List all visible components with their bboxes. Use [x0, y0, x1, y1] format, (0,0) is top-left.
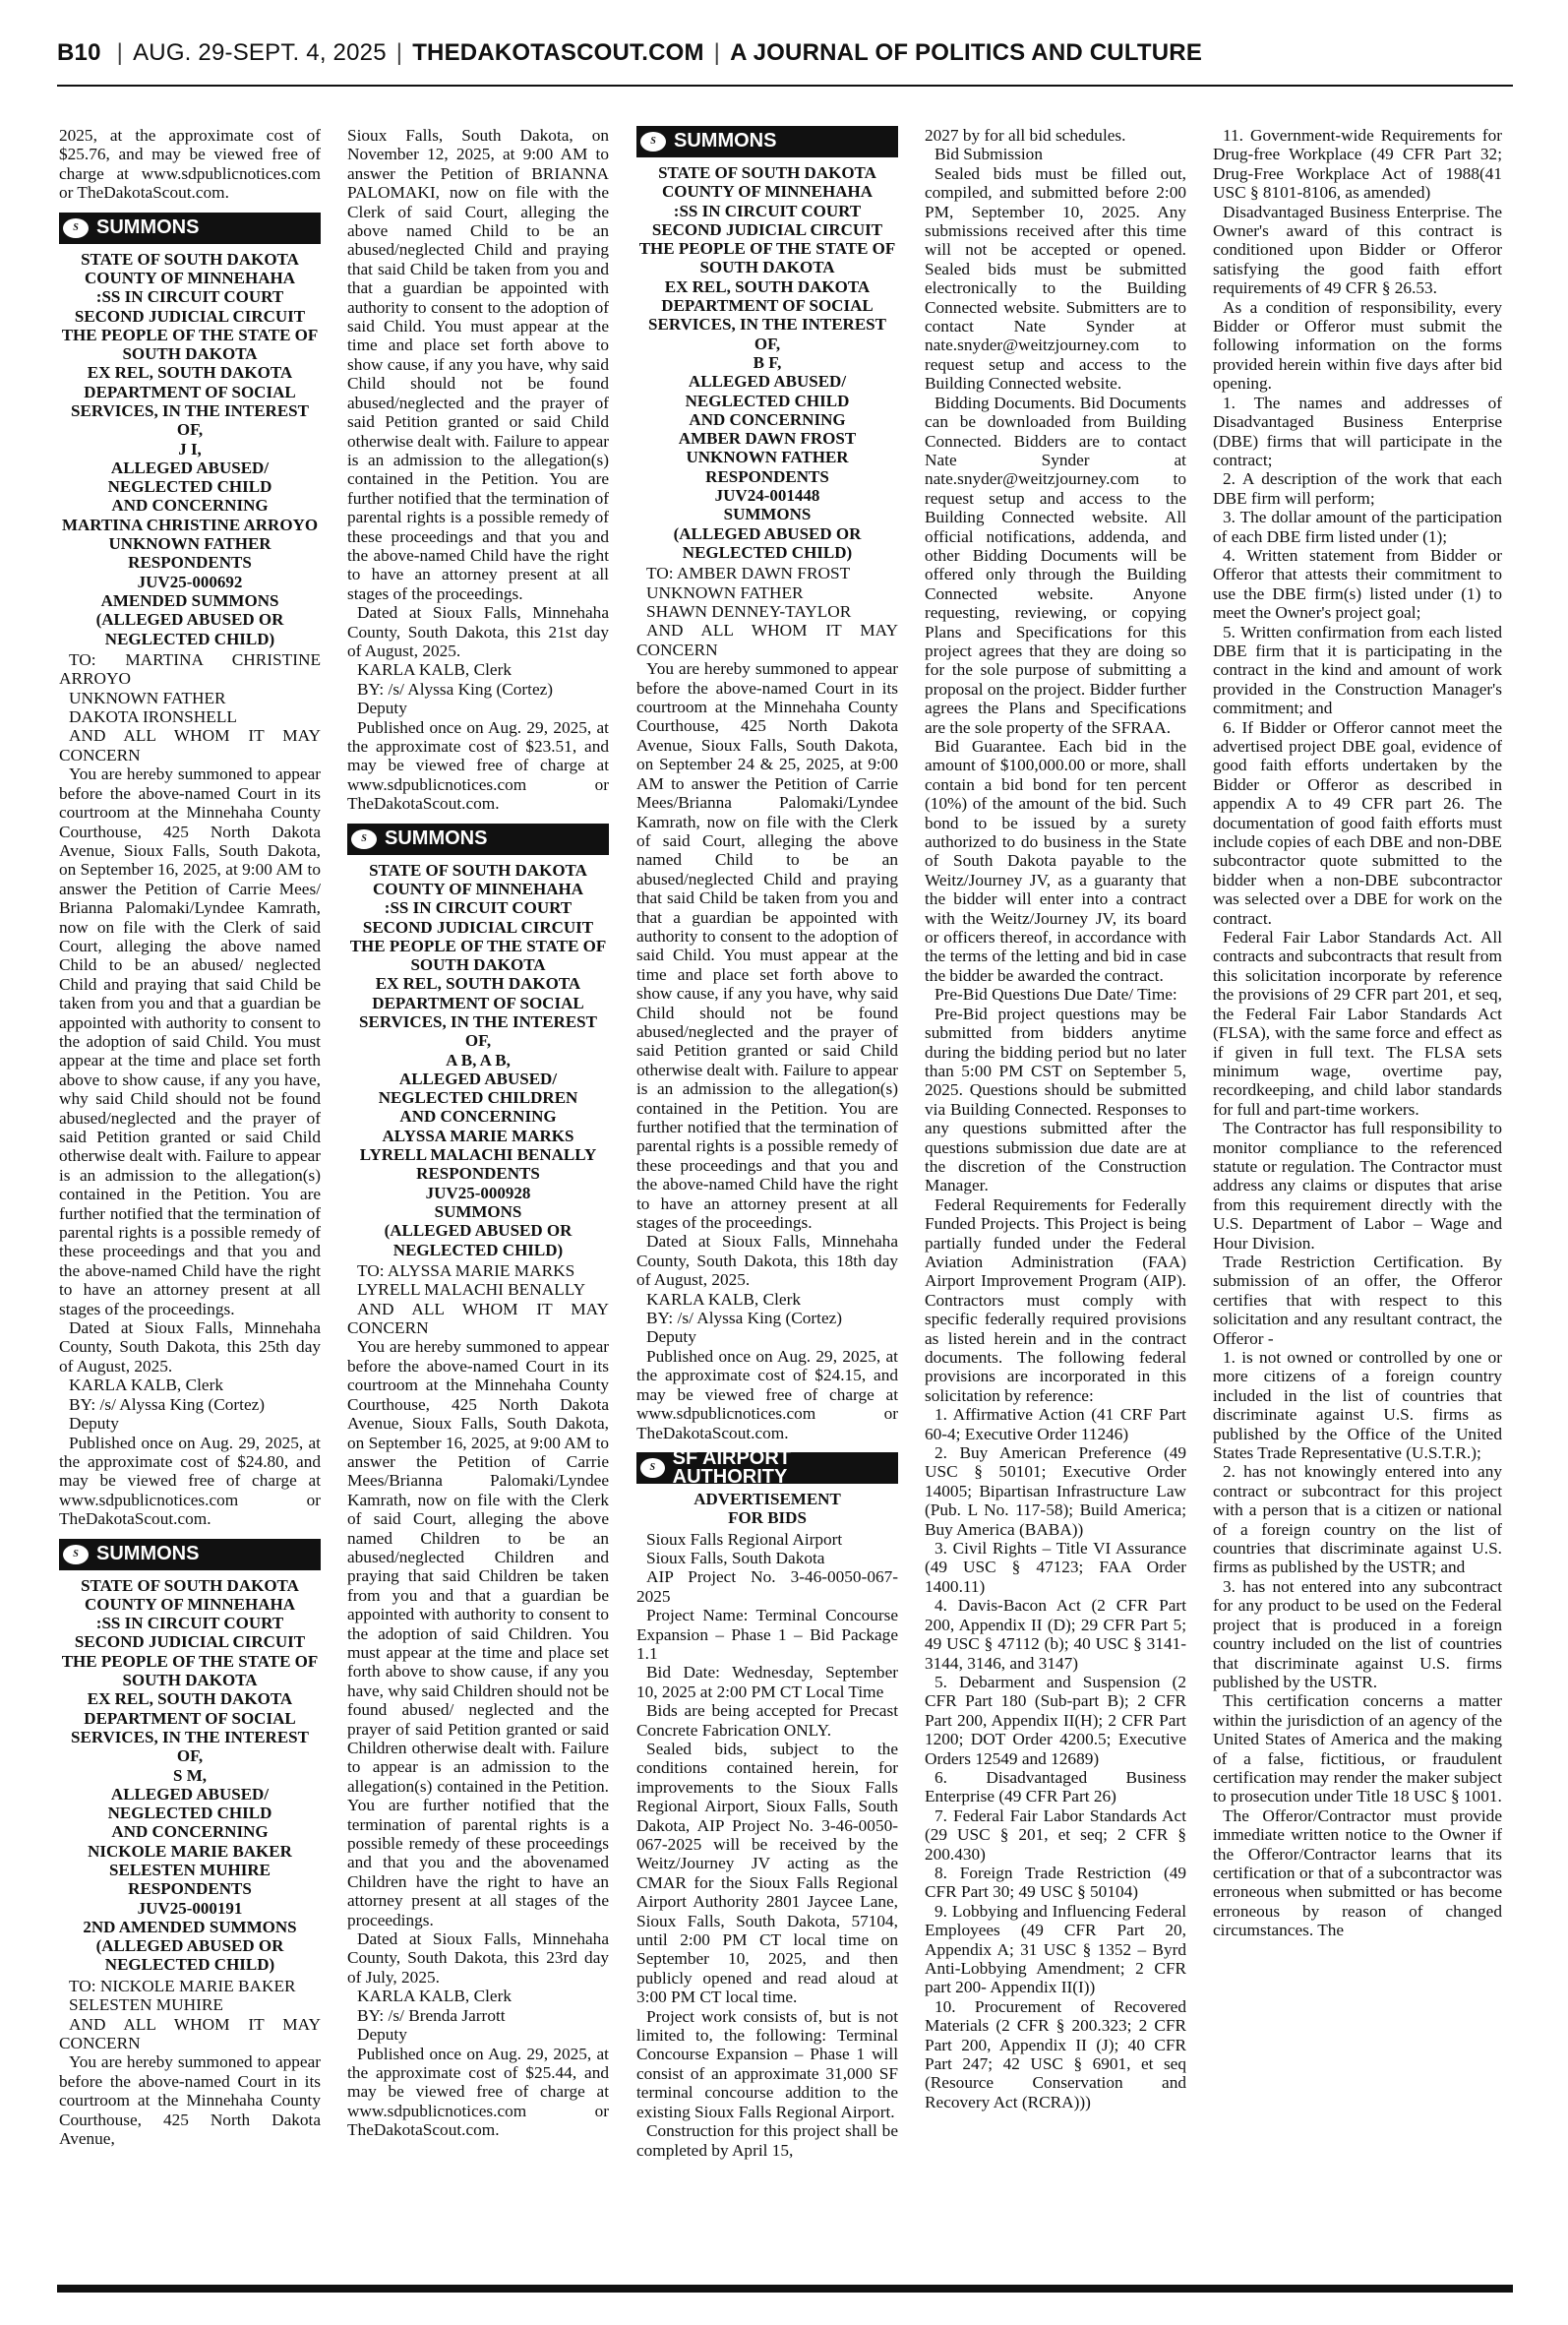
ad-paragraph: Bidding Documents. Bid Documents can be downloaded from Building Connected. Bidders are to contact Nate Synder at nate.snyder@weitzjourney.com to request setup and access to the Building Connected website. All official notifications, addenda, and other Bidding Documents will be offered only through the Building Connected website. Anyone requesting, reviewing, or copying Plans and Specifications for this project agrees that they are doing so for the sole purpose of submitting a proposal on the project. Bidder further agrees the Plans and Specifications are the sole property of the SFRAA. [925, 393, 1186, 737]
ad-line: Sioux Falls, South Dakota [646, 1548, 825, 1567]
column-1 [59, 126, 321, 2283]
provision-item: 2. Buy American Preference (49 USC § 50101; Executive Order 14005; Bipartisan Infrastructure Law (Pub. L No. 117-58); Build America; Buy America (BABA)) [925, 1443, 1186, 1539]
masthead-rule [57, 85, 1513, 87]
section-badge-summons: S SUMMONS [347, 824, 609, 855]
column-3 [636, 126, 898, 2283]
ad-heading: ADVERTISEMENT FOR BIDS [694, 1489, 841, 1528]
notice-signature: BY: /s/ Brenda Jarrott [357, 2005, 506, 2025]
notice-clerk: KARLA KALB, Clerk [69, 1376, 223, 1395]
notice-heading: STATE OF SOUTH DAKOTA COUNTY OF MINNEHAHA :SS IN CIRCUIT COURT SECOND JUDICIAL CIRCUIT THE PEOPLE OF THE STATE OF SOUTH DAKOTA EX REL, SOUTH DAKOTA DEPARTMENT OF SOCIAL SERVICES, IN THE INTEREST OF, B F, ALLEGED ABUSED/ NEGLECTED CHILD AND CONCERNING AMBER DAWN FROST UNKNOWN FATHER RESPONDENTS JUV24-001448 SUMMONS (ALLEGED ABUSED OR NEGLECTED CHILD) [638, 163, 896, 562]
notice-body: You are hereby summoned to appear before the above-named Court in its courtroom at the Minnehaha County Courthouse, 425 North Dakota Avenue, Sioux Falls, South Dakota, on September 24 & 25, 2025, at 9:00 AM to answer the Petition of Carrie Mees/Brianna Palomaki/Lyndee Kamrath, now on file with the Clerk of said Court, alleging the above named Child to be an abused/neglected Child and praying that said Child be taken from you and that a guardian be appointed with authority to consent to the adoption of said Child. You must appear at the time and place set forth above to show cause, if any you have, why said Child should not be found abused/neglected and the prayer of said Petition granted or said Child otherwise dealt with. Failure to appear is an admission to the allegation(s) contained in the Petition. You are further notified that the termination of parental rights is a possible remedy of these proceedings and that you and the above-named Child have the right to have an attorney present at all stages of the proceedings. [636, 659, 898, 1233]
notice-published: Published once on Aug. 29, 2025, at the approximate cost of $24.80, and may be viewed free of charge at www.sdpublicnotices.com or TheDakotaScout.com. [59, 1433, 321, 1529]
notice-published: Published once on Aug. 29, 2025, at the approximate cost of $25.44, and may be viewed free of charge at www.sdpublicnotices.com or TheDakotaScout.com. [347, 2044, 609, 2140]
ad-paragraph: As a condition of responsibility, every Bidder or Offeror must submit the following information on the forms provided herein within five days after bid opening. [1213, 297, 1502, 394]
section-badge-summons: S SUMMONS [636, 126, 898, 157]
ad-line: AIP Project No. 3-46-0050-067-2025 [636, 1567, 898, 1606]
notice-deputy: Deputy [646, 1327, 696, 1347]
provision-item: 10. Procurement of Recovered Materials (2 CFR § 200.323; 2 CFR Part 200, Appendix II (J); 40 CFR Part 247; 42 USC § 6901, et seq (Resource Conservation and Recovery Act (RCRA))) [925, 1996, 1186, 2111]
notice-name: UNKNOWN FATHER [646, 582, 804, 602]
dbe-item: 1. The names and addresses of Disadvantaged Business Enterprise (DBE) firms that will participate in the contract; [1213, 393, 1502, 469]
provision-item: 9. Lobbying and Influencing Federal Employees (49 CFR Part 20, Appendix A; 31 USC § 1352 – Byrd Anti-Lobbying Amendment; 2 CFR part 200- Appendix II(I)) [925, 1901, 1186, 1997]
ad-paragraph: Sealed bids, subject to the conditions contained herein, for improvements to the Sioux Falls Regional Airport, Sioux Falls, South Dakota, AIP Project No. 3-46-0050-067-2025 will be received by the Weitz/Journey JV acting as the CMAR for the Sioux Falls Regional Airport Authority 2801 Jaycee Lane, Sioux Falls, South Dakota, 57104, until 2:00 PM CT local time on September 10, 2025, and then publicly opened and read aloud at 3:00 PM CT local time. [636, 1739, 898, 2007]
notice-published: Published once on Aug. 29, 2025, at the approximate cost of $24.15, and may be viewed free of charge at www.sdpublicnotices.com or TheDakotaScout.com. [636, 1346, 898, 1442]
ad-paragraph: Sealed bids must be filled out, compiled, and submitted before 2:00 PM, September 10, 2025. Any submissions received after this time will not be accepted or opened. Sealed bids must be submitted electronically to the Building Connected website. Submitters are to contact Nate Synder at nate.snyder@weitzjourney.com to request setup and access to the Building Connected website. [925, 163, 1186, 394]
trade-item: 1. is not owned or controlled by one or more citizens of a foreign country included in the list of countries that discriminate against U.S. firms as published by the Office of the United States Trade Representative (U.S.T.R.); [1213, 1348, 1502, 1463]
column-5 [1213, 126, 1502, 2283]
section-badge-summons: S SUMMONS [59, 1539, 321, 1570]
notice-name: UNKNOWN FATHER [69, 688, 226, 707]
ad-paragraph: Bid Guarantee. Each bid in the amount of $100,000.00 or more, shall contain a bid bond for ten percent (10%) of the amount of the bid. Such bond to be issued by a surety authorized to do business in the State of South Dakota payable to the Weitz/Journey JV, as a guaranty that the bidder will enter into a contract with the Weitz/Journey JV, its board or officers thereof, in accordance with the terms of the letting and bid in case the bidder be awarded the contract. [925, 737, 1186, 985]
scout-logo-icon: S [640, 1458, 665, 1478]
ad-paragraph: Pre-Bid project questions may be submitted from bidders anytime during the bidding period but no later than 5:00 PM CST on September 5, 2025. Questions should be submitted via Building Connected. Responses to any questions submitted after the questions submission due date are at the discretion of the Construction Manager. [925, 1004, 1186, 1195]
notice-name: SHAWN DENNEY-TAYLOR [646, 602, 852, 622]
section-badge-airport-authority: S SF AIRPORT AUTHORITY [636, 1452, 898, 1484]
ad-paragraph: Pre-Bid Questions Due Date/ Time: [935, 985, 1177, 1005]
notice-to: TO: ALYSSA MARIE MARKS [357, 1260, 575, 1280]
ad-paragraph: Federal Requirements for Federally Funded Projects. This Project is being partially funded under the Federal Aviation Administration (FAA) Airport Improvement Program (AIP). Contractors must comply with specific federally required provisions as listed herein and in the contract documents. The following federal provisions are incorporated in this solicitation by reference: [925, 1194, 1186, 1405]
trade-item: 2. has not knowingly entered into any contract or subcontract for this project with a person that is a citizen or national of a foreign country on the list of countries that discriminate against U.S. firms as published by the USTR; and [1213, 1462, 1502, 1577]
notice-dated: Dated at Sioux Falls, Minnehaha County, South Dakota, this 21st day of August, 2025. [347, 603, 609, 660]
notice-signature: BY: /s/ Alyssa King (Cortez) [357, 679, 554, 699]
footer-rule [57, 2285, 1513, 2293]
notice-continuation: 2025, at the approximate cost of $25.76, and may be viewed free of charge at www.sdpublicnotices.com or TheDakotaScout.com. [59, 126, 321, 203]
ad-paragraph: Federal Fair Labor Standards Act. All contracts and subcontracts that result from this solicitation incorporate by reference the provisions of 29 CFR part 201, et seq, the Federal Fair Labor Standards Act (FLSA), with the same force and effect as if given in full text. The FLSA sets minimum wage, overtime pay, recordkeeping, and child labor standards for full and part-time workers. [1213, 928, 1502, 1119]
column-2 [347, 126, 609, 2283]
provision-item: 6. Disadvantaged Business Enterprise (49 CFR Part 26) [925, 1767, 1186, 1806]
page-number: B10 [57, 39, 101, 66]
trade-item: 3. has not entered into any subcontract for any product to be used on the Federal project that is produced in a foreign country included on the list of countries that discriminate against U.S. firms published by the USTR. [1213, 1576, 1502, 1691]
ad-continuation: 2027 by for all bid schedules. [925, 126, 1126, 145]
ad-line: Sioux Falls Regional Airport [646, 1529, 843, 1549]
notice-signature: BY: /s/ Alyssa King (Cortez) [69, 1394, 266, 1414]
ad-paragraph: Trade Restriction Certification. By submission of an offer, the Offeror certifies that with respect to this solicitation and any resultant contract, the Offeror - [1213, 1252, 1502, 1348]
notice-body: You are hereby summoned to appear before the above-named Court in its courtroom at the Minnehaha County Courthouse, 425 North Dakota Avenue, Sioux Falls, South Dakota, on September 16, 2025, at 9:00 AM to answer the Petition of Carrie Mees/Brianna Palomaki/Lyndee Kamrath, now on file with the Clerk of said Court, alleging the above named Children to be an abused/neglected Children and praying that said Children be taken from you and that a guardian be appointed with authority to consent to the adoption of said Children. You must appear at the time and place set forth above to show cause, if any you have, why said Children should not be found abused/ neglected and the prayer of said Petition granted or said Children otherwise dealt with. Failure to appear is an admission to the allegation(s) contained in the Petition. You are further notified that the termination of parental rights is a possible remedy of these proceedings and that you and the abovenamed Children have the right to have an attorney present at all stages of the proceedings. [347, 1337, 609, 1929]
ad-paragraph: The Offeror/Contractor must provide immediate written notice to the Owner if the Offeror/Contractor learns that its certification or that of a subcontractor was erroneous when submitted or has become erroneous by reason of changed circumstances. The [1213, 1805, 1502, 1940]
dbe-item: 2. A description of the work that each DBE firm will perform; [1213, 469, 1502, 508]
ad-subheading: Bid Submission [935, 145, 1043, 164]
notice-heading: STATE OF SOUTH DAKOTA COUNTY OF MINNEHAHA :SS IN CIRCUIT COURT SECOND JUDICIAL CIRCUIT THE PEOPLE OF THE STATE OF SOUTH DAKOTA EX REL, SOUTH DAKOTA DEPARTMENT OF SOCIAL SERVICES, IN THE INTEREST OF, A B, A B, ALLEGED ABUSED/ NEGLECTED CHILDREN AND CONCERNING ALYSSA MARIE MARKS LYRELL MALACHI BENALLY RESPONDENTS JUV25-000928 SUMMONS (ALLEGED ABUSED OR NEGLECTED CHILD) [349, 860, 607, 1259]
notice-name: AND ALL WHOM IT MAY CONCERN [59, 726, 321, 765]
section-badge-summons: S SUMMONS [59, 213, 321, 244]
notice-to: TO: AMBER DAWN FROST [646, 564, 851, 583]
ad-paragraph: Construction for this project shall be completed by April 15, [636, 2121, 898, 2160]
notice-dated: Dated at Sioux Falls, Minnehaha County, South Dakota, this 25th day of August, 2025. [59, 1318, 321, 1376]
notice-deputy: Deputy [357, 2025, 407, 2045]
ad-paragraph: Bid Date: Wednesday, September 10, 2025 at 2:00 PM CT Local Time [636, 1663, 898, 1701]
notice-heading: STATE OF SOUTH DAKOTA COUNTY OF MINNEHAHA :SS IN CIRCUIT COURT SECOND JUDICIAL CIRCUIT THE PEOPLE OF THE STATE OF SOUTH DAKOTA EX REL, SOUTH DAKOTA DEPARTMENT OF SOCIAL SERVICES, IN THE INTEREST OF, S M, ALLEGED ABUSED/ NEGLECTED CHILD AND CONCERNING NICKOLE MARIE BAKER SELESTEN MUHIRE RESPONDENTS JUV25-000191 2ND AMENDED SUMMONS (ALLEGED ABUSED OR NEGLECTED CHILD) [61, 1575, 319, 1975]
scout-logo-icon: S [351, 829, 377, 849]
notice-name: LYRELL MALACHI BENALLY [357, 1280, 586, 1300]
dbe-item: 6. If Bidder or Offeror cannot meet the advertised project DBE goal, evidence of good faith efforts undertaken by the Bidder or Offeror as described in appendix A to 49 CFR part 26. The documentation of good faith efforts must include copies of each DBE and non-DBE subcontractor quote submitted to the bidder when a non-DBE subcontractor was selected over a DBE for work on the contract. [1213, 717, 1502, 928]
notice-published: Published once on Aug. 29, 2025, at the approximate cost of $23.51, and may be viewed free of charge at www.sdpublicnotices.com or TheDakotaScout.com. [347, 717, 609, 814]
issue-date: AUG. 29-SEPT. 4, 2025 [133, 39, 387, 66]
notice-name: DAKOTA IRONSHELL [69, 707, 237, 727]
scout-logo-icon: S [63, 1545, 89, 1564]
notice-name: AND ALL WHOM IT MAY CONCERN [636, 621, 898, 659]
site-name: THEDAKOTASCOUT.COM [412, 39, 704, 66]
notice-body: You are hereby summoned to appear before the above-named Court in its courtroom at the Minnehaha County Courthouse, 425 North Dakota Avenue, [59, 2052, 321, 2149]
notice-name: AND ALL WHOM IT MAY CONCERN [347, 1299, 609, 1338]
dbe-item: 4. Written statement from Bidder or Offeror that attests their commitment to use the DBE firm(s) listed under (1) to meet the Owner's project goal; [1213, 545, 1502, 623]
provision-item: 1. Affirmative Action (41 CRF Part 60-4; Executive Order 11246) [925, 1405, 1186, 1443]
notice-heading: STATE OF SOUTH DAKOTA COUNTY OF MINNEHAHA :SS IN CIRCUIT COURT SECOND JUDICIAL CIRCUIT THE PEOPLE OF THE STATE OF SOUTH DAKOTA EX REL, SOUTH DAKOTA DEPARTMENT OF SOCIAL SERVICES, IN THE INTEREST OF, J I, ALLEGED ABUSED/ NEGLECTED CHILD AND CONCERNING MARTINA CHRISTINE ARROYO UNKNOWN FATHER RESPONDENTS JUV25-000692 AMENDED SUMMONS (ALLEGED ABUSED OR NEGLECTED CHILD) [61, 249, 319, 648]
masthead: B10 | AUG. 29-SEPT. 4, 2025 | THEDAKOTASCOUT.COM | A JOURNAL OF POLITICS AND CULTURE [57, 39, 1513, 92]
dbe-item: 5. Written confirmation from each listed DBE firm that it is participating in the contract in the kind and amount of work provided in the Construction Manager's commitment; and [1213, 622, 1502, 718]
notice-deputy: Deputy [69, 1414, 119, 1434]
notice-to: TO: MARTINA CHRISTINE ARROYO [59, 649, 321, 689]
notice-dated: Dated at Sioux Falls, Minnehaha County, South Dakota, this 18th day of August, 2025. [636, 1232, 898, 1290]
notice-deputy: Deputy [357, 699, 407, 718]
tagline: A JOURNAL OF POLITICS AND CULTURE [730, 39, 1203, 66]
provision-item: 3. Civil Rights – Title VI Assurance (49 USC § 47123; FAA Order 1400.11) [925, 1539, 1186, 1596]
notice-body: You are hereby summoned to appear before the above-named Court in its courtroom at the Minnehaha County Courthouse, 425 North Dakota Avenue, Sioux Falls, South Dakota, on September 16, 2025, at 9:00 AM to answer the Petition of Carrie Mees/ Brianna Palomaki/Lyndee Kamrath, now on file with the Clerk of said Court, alleging the above named Child to be an abused/ neglected Child and praying that said Child be taken from you and that a guardian be appointed with authority to consent to the adoption of said Child. You must appear at the time and place set forth above to show cause, if any you have, why said Child should not be found abused/neglected and the prayer of said Petition granted or said Child otherwise dealt with. Failure to appear is an admission to the allegation(s) contained in the Petition. You are further notified that the termination of parental rights is a possible remedy of these proceedings and that you and the above-named Child have the right to have an attorney present at all stages of the proceedings. [59, 765, 321, 1318]
provision-item: 5. Debarment and Suspension (2 CFR Part 180 (Sub-part B); 2 CFR Part 200, Appendix II(H); 2 CFR Part 1200; DOT Order 4200.5; Executive Orders 12549 and 12689) [925, 1672, 1186, 1768]
notice-name: SELESTEN MUHIRE [69, 1995, 223, 2015]
ad-paragraph: Project work consists of, but is not limited to, the following: Terminal Concourse Expansion – Phase 1 will consist of an approximate 31,000 SF terminal concourse addition to the existing Sioux Falls Regional Airport. [636, 2006, 898, 2121]
ad-paragraph: Disadvantaged Business Enterprise. The Owner's award of this contract is conditioned upon Bidder or Offeror satisfying the good faith effort requirements of 49 CFR § 26.53. [1213, 202, 1502, 298]
dbe-item: 3. The dollar amount of the participation of each DBE firm listed under (1); [1213, 508, 1502, 546]
provision-item: 4. Davis-Bacon Act (2 CFR Part 200, Appendix II (D); 29 CFR Part 5; 49 USC § 47112 (b); 40 USC § 3141-3144, 3146, and 3147) [925, 1596, 1186, 1673]
ad-paragraph: The Contractor has full responsibility to monitor compliance to the referenced statute or regulation. The Contractor must address any claims or disputes that arise from this requirement directly with the U.S. Department of Labor – Wage and Hour Division. [1213, 1119, 1502, 1253]
notice-to: TO: NICKOLE MARIE BAKER [69, 1976, 296, 1995]
scout-logo-icon: S [63, 218, 89, 238]
notice-dated: Dated at Sioux Falls, Minnehaha County, South Dakota, this 23rd day of July, 2025. [347, 1929, 609, 1987]
provision-item: 11. Government-wide Requirements for Drug-free Workplace (49 CFR Part 32; Drug-Free Workplace Act of 1988(41 USC § 8101-8106, as amended) [1213, 126, 1502, 203]
ad-paragraph: Project Name: Terminal Concourse Expansion – Phase 1 – Bid Package 1.1 [636, 1606, 898, 1663]
notice-signature: BY: /s/ Alyssa King (Cortez) [646, 1309, 843, 1328]
provision-item: 7. Federal Fair Labor Standards Act (29 USC § 201, et seq; 2 CFR § 200.430) [925, 1805, 1186, 1864]
notice-name: AND ALL WHOM IT MAY CONCERN [59, 2014, 321, 2052]
notice-clerk: KARLA KALB, Clerk [646, 1289, 801, 1309]
column-4 [925, 126, 1186, 2283]
notice-clerk: KARLA KALB, Clerk [357, 660, 512, 680]
notice-clerk: KARLA KALB, Clerk [357, 1987, 512, 2006]
ad-paragraph: Bids are being accepted for Precast Concrete Fabrication ONLY. [636, 1701, 898, 1740]
notice-continuation: Sioux Falls, South Dakota, on November 12, 2025, at 9:00 AM to answer the Petition of BRIANNA PALOMAKI, now on file with the Clerk of said Court, alleging the above named Child to be an abused/neglected Child and praying that said Child be taken from you and that a guardian be appointed with authority to consent to the adoption of said Child. You must appear at the time and place set forth above to show cause, if any you have, why said Child should not be found abused/neglected and the prayer of said Petition granted or said Child otherwise dealt with. Failure to appear is an admission to the allegation(s) contained in the Petition. You are further notified that the termination of parental rights is a possible remedy of these proceedings and that you and the above-named Child have the right to have an attorney present at all stages of the proceedings. [347, 126, 609, 603]
provision-item: 8. Foreign Trade Restriction (49 CFR Part 30; 49 USC § 50104) [925, 1863, 1186, 1902]
scout-logo-icon: S [640, 132, 666, 152]
ad-paragraph: This certification concerns a matter within the jurisdiction of an agency of the United States of America and the making of a false, fictitious, or fraudulent certification may render the maker subject to prosecution under Title 18 USC § 1001. [1213, 1691, 1502, 1806]
